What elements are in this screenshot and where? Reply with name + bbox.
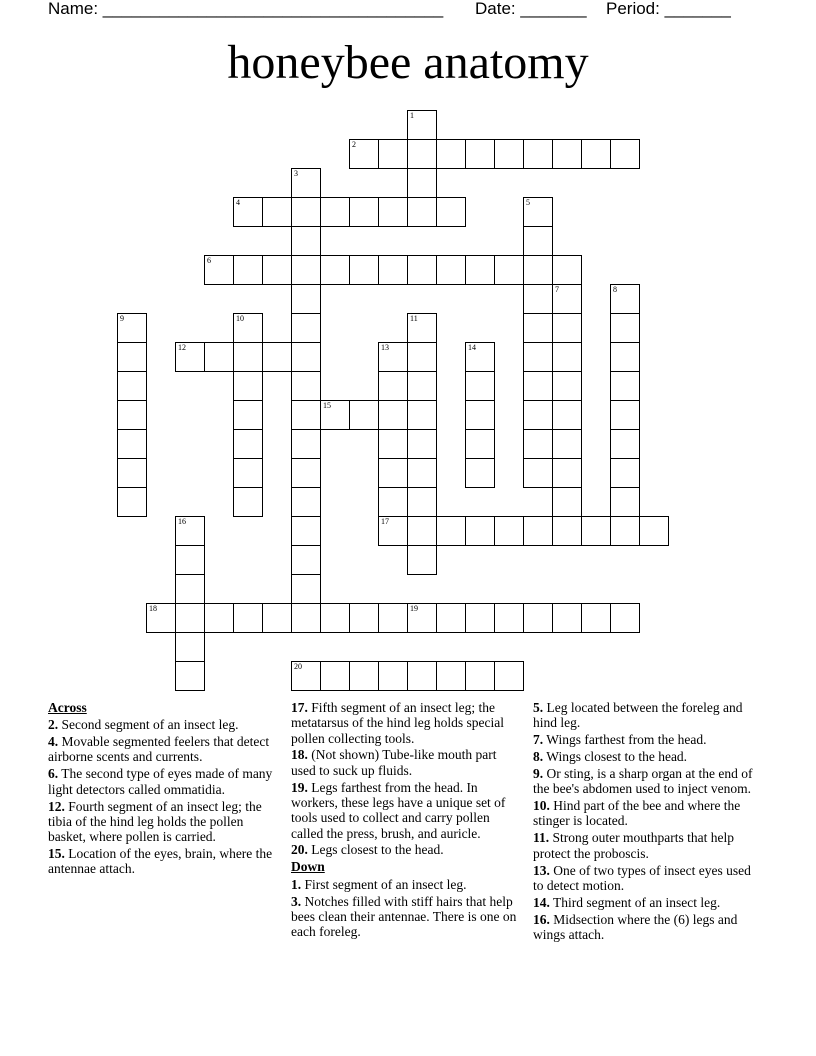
crossword-cell[interactable] bbox=[436, 139, 466, 169]
crossword-cell[interactable] bbox=[436, 603, 466, 633]
crossword-cell[interactable] bbox=[552, 284, 582, 314]
crossword-cell[interactable] bbox=[233, 255, 263, 285]
crossword-cell[interactable] bbox=[117, 400, 147, 430]
crossword-cell[interactable] bbox=[552, 255, 582, 285]
crossword-cell[interactable] bbox=[436, 255, 466, 285]
crossword-cell[interactable] bbox=[262, 197, 292, 227]
crossword-cell[interactable] bbox=[378, 139, 408, 169]
down-heading: Down bbox=[291, 859, 325, 875]
period-field[interactable]: Period: _______ bbox=[606, 0, 731, 18]
crossword-cell[interactable] bbox=[494, 139, 524, 169]
crossword-cell[interactable] bbox=[610, 400, 640, 430]
crossword-cell[interactable] bbox=[407, 458, 437, 488]
crossword-cell[interactable] bbox=[610, 139, 640, 169]
crossword-cell[interactable] bbox=[465, 516, 495, 546]
across-clue bbox=[48, 799, 284, 845]
crossword-cell[interactable] bbox=[407, 313, 437, 343]
down-clue bbox=[291, 877, 523, 892]
crossword-cell[interactable] bbox=[552, 487, 582, 517]
across-clue bbox=[48, 766, 284, 797]
crossword-cell[interactable] bbox=[407, 487, 437, 517]
crossword-cell[interactable] bbox=[349, 255, 379, 285]
clue-text: Leg located between the foreleg and hind leg. bbox=[533, 700, 743, 731]
across-clue bbox=[48, 734, 284, 765]
crossword-cell[interactable] bbox=[378, 255, 408, 285]
crossword-cell[interactable] bbox=[523, 429, 553, 459]
crossword-cell[interactable] bbox=[175, 632, 205, 662]
clue-number: 20 bbox=[294, 662, 302, 671]
clue-text: Wings farthest from the head. bbox=[543, 732, 707, 748]
clue-number: 19 bbox=[410, 604, 418, 613]
across-clue bbox=[291, 842, 523, 857]
crossword-cell[interactable] bbox=[291, 284, 321, 314]
clue-number-label: 15. bbox=[48, 846, 65, 862]
crossword-cell[interactable] bbox=[436, 661, 466, 691]
crossword-cell[interactable] bbox=[552, 516, 582, 546]
crossword-cell[interactable] bbox=[378, 429, 408, 459]
clue-number: 10 bbox=[236, 314, 244, 323]
crossword-cell[interactable] bbox=[291, 458, 321, 488]
crossword-cell[interactable] bbox=[175, 342, 205, 372]
crossword-cell[interactable] bbox=[436, 516, 466, 546]
crossword-cell[interactable] bbox=[610, 458, 640, 488]
crossword-cell[interactable] bbox=[291, 255, 321, 285]
crossword-cell[interactable] bbox=[523, 313, 553, 343]
crossword-cell[interactable] bbox=[465, 139, 495, 169]
crossword-cell[interactable] bbox=[378, 400, 408, 430]
crossword-cell[interactable] bbox=[465, 400, 495, 430]
across-clue bbox=[48, 717, 284, 732]
crossword-cell[interactable] bbox=[204, 255, 234, 285]
crossword-cell[interactable] bbox=[349, 197, 379, 227]
down-clue bbox=[533, 766, 763, 797]
crossword-cell[interactable] bbox=[233, 371, 263, 401]
crossword-cell[interactable] bbox=[407, 400, 437, 430]
crossword-cell[interactable] bbox=[407, 661, 437, 691]
crossword-cell[interactable] bbox=[291, 487, 321, 517]
crossword-cell[interactable] bbox=[552, 342, 582, 372]
across-clue bbox=[48, 846, 284, 877]
crossword-cell[interactable] bbox=[291, 574, 321, 604]
crossword-cell[interactable] bbox=[552, 400, 582, 430]
clue-number: 4 bbox=[236, 198, 240, 207]
crossword-cell[interactable] bbox=[610, 603, 640, 633]
crossword-cell[interactable] bbox=[465, 661, 495, 691]
crossword-cell[interactable] bbox=[552, 139, 582, 169]
crossword-cell[interactable] bbox=[552, 603, 582, 633]
crossword-cell[interactable] bbox=[204, 603, 234, 633]
across-heading: Across bbox=[48, 700, 87, 715]
crossword-cell[interactable] bbox=[291, 168, 321, 198]
clue-number-label: 3. bbox=[291, 893, 302, 909]
clues-column-3 bbox=[533, 700, 763, 944]
crossword-cell[interactable] bbox=[349, 139, 379, 169]
crossword-cell[interactable] bbox=[291, 342, 321, 372]
clue-text: Second segment of an insect leg. bbox=[58, 717, 239, 733]
clue-number-label: 19. bbox=[291, 779, 308, 795]
clue-number-label: 6. bbox=[48, 766, 59, 782]
clue-number-label: 16. bbox=[533, 911, 550, 927]
clue-number-label: 9. bbox=[533, 765, 544, 781]
clue-text: Notches filled with stiff hairs that help bees clean their antennae. There is one on each foreleg. bbox=[291, 893, 517, 940]
clue-text: Third segment of an insect leg. bbox=[549, 894, 721, 910]
crossword-cell[interactable] bbox=[407, 429, 437, 459]
crossword-cell[interactable] bbox=[407, 603, 437, 633]
crossword-cell[interactable] bbox=[378, 516, 408, 546]
clue-number-label: 5. bbox=[533, 700, 544, 715]
crossword-cell[interactable] bbox=[523, 197, 553, 227]
crossword-cell[interactable] bbox=[175, 574, 205, 604]
crossword-cell[interactable] bbox=[407, 139, 437, 169]
crossword-cell[interactable] bbox=[175, 661, 205, 691]
clue-number-label: 13. bbox=[533, 862, 550, 878]
crossword-cell[interactable] bbox=[175, 516, 205, 546]
crossword-cell[interactable] bbox=[320, 255, 350, 285]
crossword-cell[interactable] bbox=[610, 516, 640, 546]
clue-number: 9 bbox=[120, 314, 124, 323]
crossword-cell[interactable] bbox=[523, 139, 553, 169]
crossword-cell[interactable] bbox=[552, 371, 582, 401]
crossword-cell[interactable] bbox=[233, 487, 263, 517]
down-clue bbox=[533, 798, 763, 829]
clue-number-label: 11. bbox=[533, 830, 550, 846]
crossword-cell[interactable] bbox=[407, 110, 437, 140]
crossword-cell[interactable] bbox=[117, 458, 147, 488]
crossword-cell[interactable] bbox=[291, 197, 321, 227]
crossword-cell[interactable] bbox=[378, 371, 408, 401]
down-clue bbox=[533, 830, 763, 861]
down-clue bbox=[533, 732, 763, 747]
crossword-cell[interactable] bbox=[407, 545, 437, 575]
crossword-cell[interactable] bbox=[465, 458, 495, 488]
crossword-cell[interactable] bbox=[378, 487, 408, 517]
clue-text: Midsection where the (6) legs and wings attach. bbox=[533, 911, 738, 942]
clues-column-1 bbox=[48, 700, 284, 878]
clue-number: 1 bbox=[410, 111, 414, 120]
crossword-cell[interactable] bbox=[233, 342, 263, 372]
crossword-cell[interactable] bbox=[291, 661, 321, 691]
clue-number: 3 bbox=[294, 169, 298, 178]
clue-number: 18 bbox=[149, 604, 157, 613]
crossword-cell[interactable] bbox=[552, 313, 582, 343]
crossword-cell[interactable] bbox=[262, 255, 292, 285]
crossword-cell[interactable] bbox=[610, 284, 640, 314]
crossword-cell[interactable] bbox=[378, 661, 408, 691]
crossword-cell[interactable] bbox=[117, 313, 147, 343]
clue-text: Movable segmented feelers that detect airborne scents and currents. bbox=[48, 734, 270, 765]
crossword-cell[interactable] bbox=[494, 516, 524, 546]
crossword-cell[interactable] bbox=[262, 603, 292, 633]
down-clue bbox=[533, 912, 763, 943]
clue-number: 5 bbox=[526, 198, 530, 207]
crossword-cell[interactable] bbox=[378, 342, 408, 372]
crossword-cell[interactable] bbox=[146, 603, 176, 633]
clue-text: Wings closest to the head. bbox=[543, 749, 688, 765]
crossword-cell[interactable] bbox=[494, 255, 524, 285]
clue-number: 14 bbox=[468, 343, 476, 352]
crossword-cell[interactable] bbox=[233, 429, 263, 459]
crossword-cell[interactable] bbox=[610, 429, 640, 459]
crossword-cell[interactable] bbox=[407, 371, 437, 401]
crossword-cell[interactable] bbox=[523, 284, 553, 314]
crossword-cell[interactable] bbox=[204, 342, 234, 372]
clue-number: 2 bbox=[352, 140, 356, 149]
crossword-cell[interactable] bbox=[233, 603, 263, 633]
crossword-cell[interactable] bbox=[610, 371, 640, 401]
crossword-cell[interactable] bbox=[378, 458, 408, 488]
crossword-cell[interactable] bbox=[291, 313, 321, 343]
page-title: honeybee anatomy bbox=[227, 36, 589, 89]
clue-number: 11 bbox=[410, 314, 418, 323]
crossword-cell[interactable] bbox=[117, 371, 147, 401]
name-field[interactable]: Name: ____________________________________ bbox=[48, 0, 444, 18]
crossword-cell[interactable] bbox=[320, 197, 350, 227]
crossword-cell[interactable] bbox=[436, 197, 466, 227]
down-clue bbox=[291, 894, 523, 940]
clue-number: 15 bbox=[323, 401, 331, 410]
clue-number: 7 bbox=[555, 285, 559, 294]
crossword-cell[interactable] bbox=[581, 139, 611, 169]
crossword-cell[interactable] bbox=[291, 400, 321, 430]
clue-text: Location of the eyes, brain, where the antennae attach. bbox=[48, 846, 273, 877]
clue-number-label: 17. bbox=[291, 700, 308, 715]
clue-number-label: 4. bbox=[48, 734, 59, 750]
clue-number: 17 bbox=[381, 517, 389, 526]
down-clue bbox=[533, 863, 763, 894]
clue-number-label: 18. bbox=[291, 747, 308, 763]
clue-number-label: 2. bbox=[48, 717, 59, 733]
crossword-cell[interactable] bbox=[552, 429, 582, 459]
crossword-cell[interactable] bbox=[494, 661, 524, 691]
crossword-cell[interactable] bbox=[407, 342, 437, 372]
crossword-cell[interactable] bbox=[523, 226, 553, 256]
clue-number: 8 bbox=[613, 285, 617, 294]
crossword-cell[interactable] bbox=[233, 458, 263, 488]
crossword-cell[interactable] bbox=[552, 458, 582, 488]
clue-number-label: 12. bbox=[48, 798, 65, 814]
clue-text: The second type of eyes made of many light detectors called ommatidia. bbox=[48, 766, 273, 797]
crossword-cell[interactable] bbox=[465, 371, 495, 401]
clue-text: (Not shown) Tube-like mouth part used to suck up fluids. bbox=[291, 747, 497, 778]
crossword-cell[interactable] bbox=[291, 603, 321, 633]
clue-number-label: 7. bbox=[533, 732, 544, 748]
crossword-cell[interactable] bbox=[610, 313, 640, 343]
crossword-cell[interactable] bbox=[465, 342, 495, 372]
clue-number: 12 bbox=[178, 343, 186, 352]
crossword-cell[interactable] bbox=[117, 342, 147, 372]
crossword-cell[interactable] bbox=[581, 603, 611, 633]
crossword-cell[interactable] bbox=[291, 226, 321, 256]
crossword-cell[interactable] bbox=[610, 487, 640, 517]
clue-number: 16 bbox=[178, 517, 186, 526]
down-clue bbox=[533, 749, 763, 764]
clue-number-label: 14. bbox=[533, 894, 550, 910]
crossword-cell[interactable] bbox=[262, 342, 292, 372]
crossword-cell[interactable] bbox=[465, 255, 495, 285]
across-clue bbox=[291, 780, 523, 841]
crossword-cell[interactable] bbox=[465, 429, 495, 459]
crossword-cell[interactable] bbox=[320, 400, 350, 430]
crossword-cell[interactable] bbox=[117, 429, 147, 459]
clue-number: 6 bbox=[207, 256, 211, 265]
crossword-cell[interactable] bbox=[523, 458, 553, 488]
crossword-cell[interactable] bbox=[320, 661, 350, 691]
crossword-cell[interactable] bbox=[291, 545, 321, 575]
crossword-cell[interactable] bbox=[523, 400, 553, 430]
clue-text: One of two types of insect eyes used to detect motion. bbox=[533, 862, 751, 893]
clue-text: Legs farthest from the head. In workers, these legs have a unique set of tools used to collect and carry pollen called the press, brush, and auricle. bbox=[291, 779, 506, 841]
clue-number-label: 1. bbox=[291, 876, 302, 892]
date-field[interactable]: Date: _______ bbox=[475, 0, 587, 18]
clues-column-2 bbox=[291, 700, 523, 941]
crossword-cell[interactable] bbox=[639, 516, 669, 546]
clue-text: Fourth segment of an insect leg; the tibia of the hind leg holds the pollen basket, where pollen is carried. bbox=[48, 798, 262, 845]
crossword-cell[interactable] bbox=[291, 516, 321, 546]
crossword-cell[interactable] bbox=[407, 168, 437, 198]
clue-text: Hind part of the bee and where the stinger is located. bbox=[533, 798, 741, 829]
crossword-cell[interactable] bbox=[175, 545, 205, 575]
crossword-cell[interactable] bbox=[175, 603, 205, 633]
crossword-cell[interactable] bbox=[378, 197, 408, 227]
crossword-cell[interactable] bbox=[523, 516, 553, 546]
clue-number-label: 20. bbox=[291, 842, 308, 858]
clue-number-label: 8. bbox=[533, 749, 544, 765]
crossword-cell[interactable] bbox=[523, 603, 553, 633]
clue-text: Strong outer mouthparts that help protect the proboscis. bbox=[533, 830, 734, 861]
crossword-cell[interactable] bbox=[291, 429, 321, 459]
down-clue bbox=[533, 700, 763, 731]
crossword-cell[interactable] bbox=[407, 255, 437, 285]
crossword-cell[interactable] bbox=[610, 342, 640, 372]
crossword-cell[interactable] bbox=[465, 603, 495, 633]
crossword-cell[interactable] bbox=[233, 197, 263, 227]
across-clue bbox=[291, 700, 523, 746]
clue-text: Legs closest to the head. bbox=[307, 842, 444, 858]
crossword-cell[interactable] bbox=[117, 487, 147, 517]
across-clue bbox=[291, 747, 523, 778]
crossword-cell[interactable] bbox=[349, 400, 379, 430]
crossword-cell[interactable] bbox=[523, 255, 553, 285]
crossword-cell[interactable] bbox=[494, 603, 524, 633]
crossword-cell[interactable] bbox=[581, 516, 611, 546]
crossword-cell[interactable] bbox=[349, 661, 379, 691]
clue-number-label: 10. bbox=[533, 798, 550, 814]
crossword-cell[interactable] bbox=[523, 371, 553, 401]
crossword-cell[interactable] bbox=[378, 603, 408, 633]
crossword-cell[interactable] bbox=[233, 313, 263, 343]
clue-text: Fifth segment of an insect leg; the metatarsus of the hind leg holds special pollen collecting tools. bbox=[291, 700, 504, 746]
crossword-cell[interactable] bbox=[349, 603, 379, 633]
clue-text: Or sting, is a sharp organ at the end of the bee's abdomen used to inject venom. bbox=[533, 765, 753, 797]
crossword-cell[interactable] bbox=[407, 197, 437, 227]
crossword-cell[interactable] bbox=[523, 342, 553, 372]
crossword-cell[interactable] bbox=[233, 400, 263, 430]
crossword-cell[interactable] bbox=[407, 516, 437, 546]
clue-text: First segment of an insect leg. bbox=[301, 876, 467, 892]
crossword-cell[interactable] bbox=[291, 371, 321, 401]
down-clue bbox=[533, 895, 763, 910]
crossword-cell[interactable] bbox=[320, 603, 350, 633]
clue-number: 13 bbox=[381, 343, 389, 352]
